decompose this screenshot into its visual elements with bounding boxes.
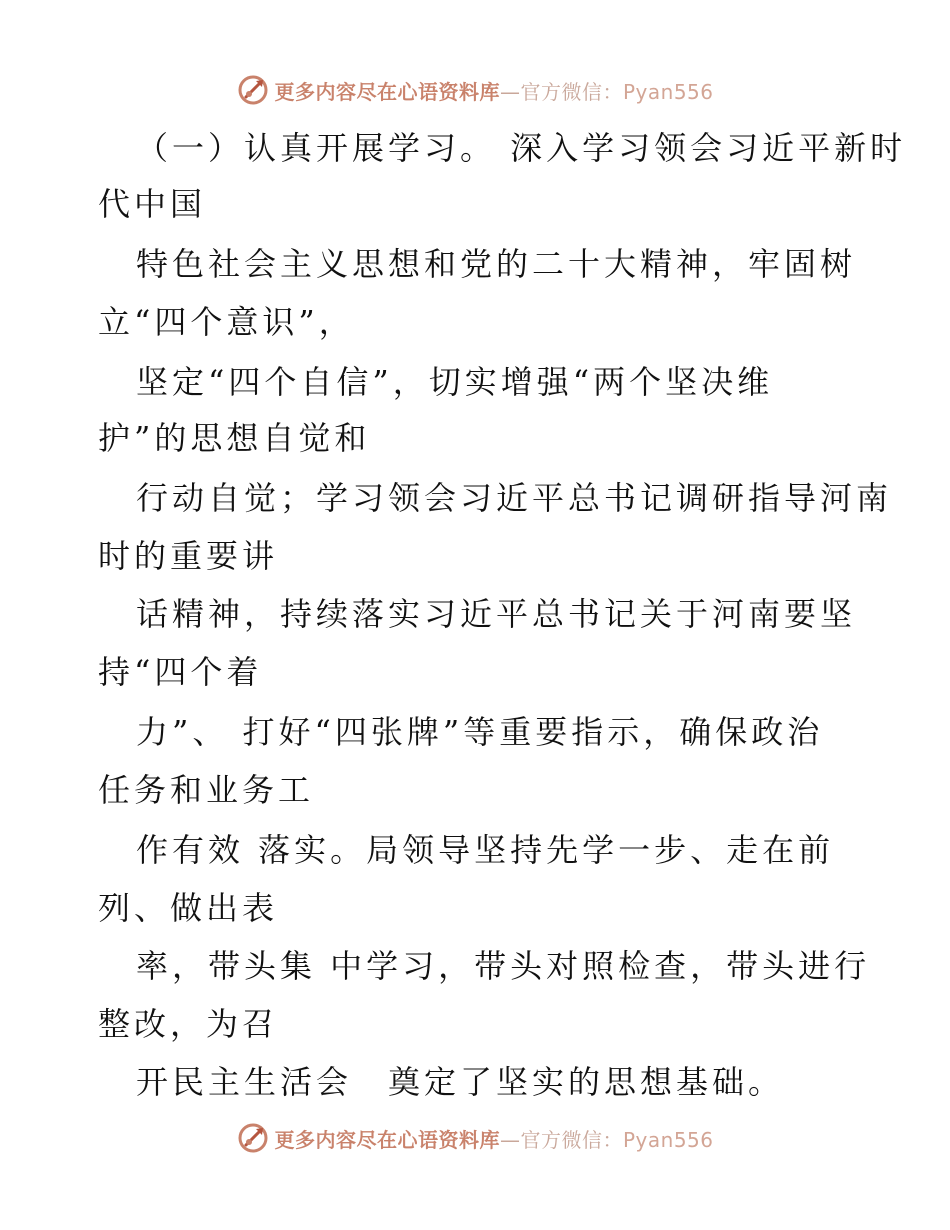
paragraph-line: 行动自觉；学习领会习近平总书记调研指导河南 <box>136 479 893 517</box>
paragraph-line: 立“四个意识”， <box>98 303 355 341</box>
paragraph-line: 列、做出表 <box>98 889 279 927</box>
paragraph-line: 开民主生活会 奠定了坚实的思想基础。 <box>136 1063 785 1101</box>
banner-wechat-label: 官方微信： <box>520 79 623 104</box>
brand-logo-icon <box>236 1121 270 1155</box>
paragraph-line: 持“四个着 <box>98 653 263 691</box>
brand-logo-icon <box>236 73 270 107</box>
paragraph-line: 坚定“四个自信”，切实增强“两个坚决维 <box>136 363 774 401</box>
banner-wechat-id: Pyan556 <box>622 1127 714 1152</box>
paragraph-line: （一）认真开展学习。 深入学习领会习近平新时 <box>136 129 907 167</box>
paragraph-line: 率，带头集 中学习，带头对照检查，带头进行 <box>136 947 871 985</box>
paragraph-line: 作有效 落实。局领导坚持先学一步、走在前 <box>136 831 835 869</box>
paragraph-line: 任务和业务工 <box>98 771 315 809</box>
banner-dash: — <box>499 1127 521 1152</box>
paragraph-line: 整改，为召 <box>98 1005 279 1043</box>
paragraph-line: 时的重要讲 <box>98 537 279 575</box>
paragraph-line: 特色社会主义思想和党的二十大精神，牢固树 <box>136 245 857 283</box>
banner-wechat-label: 官方微信： <box>520 1127 623 1152</box>
banner-brand: 更多内容尽在心语资料库 <box>274 1127 500 1152</box>
paragraph-line: 代中国 <box>98 185 207 223</box>
banner-wechat-id: Pyan556 <box>622 79 714 104</box>
header-banner <box>0 70 950 110</box>
banner-brand: 更多内容尽在心语资料库 <box>274 79 500 104</box>
footer-banner <box>0 1118 950 1158</box>
paragraph-line: 话精神，持续落实习近平总书记关于河南要坚 <box>136 595 857 633</box>
paragraph-line: 护”的思想自觉和 <box>98 419 371 457</box>
banner-dash: — <box>499 79 521 104</box>
paragraph-line: 力”、 打好“四张牌”等重要指示，确保政治 <box>136 713 824 751</box>
